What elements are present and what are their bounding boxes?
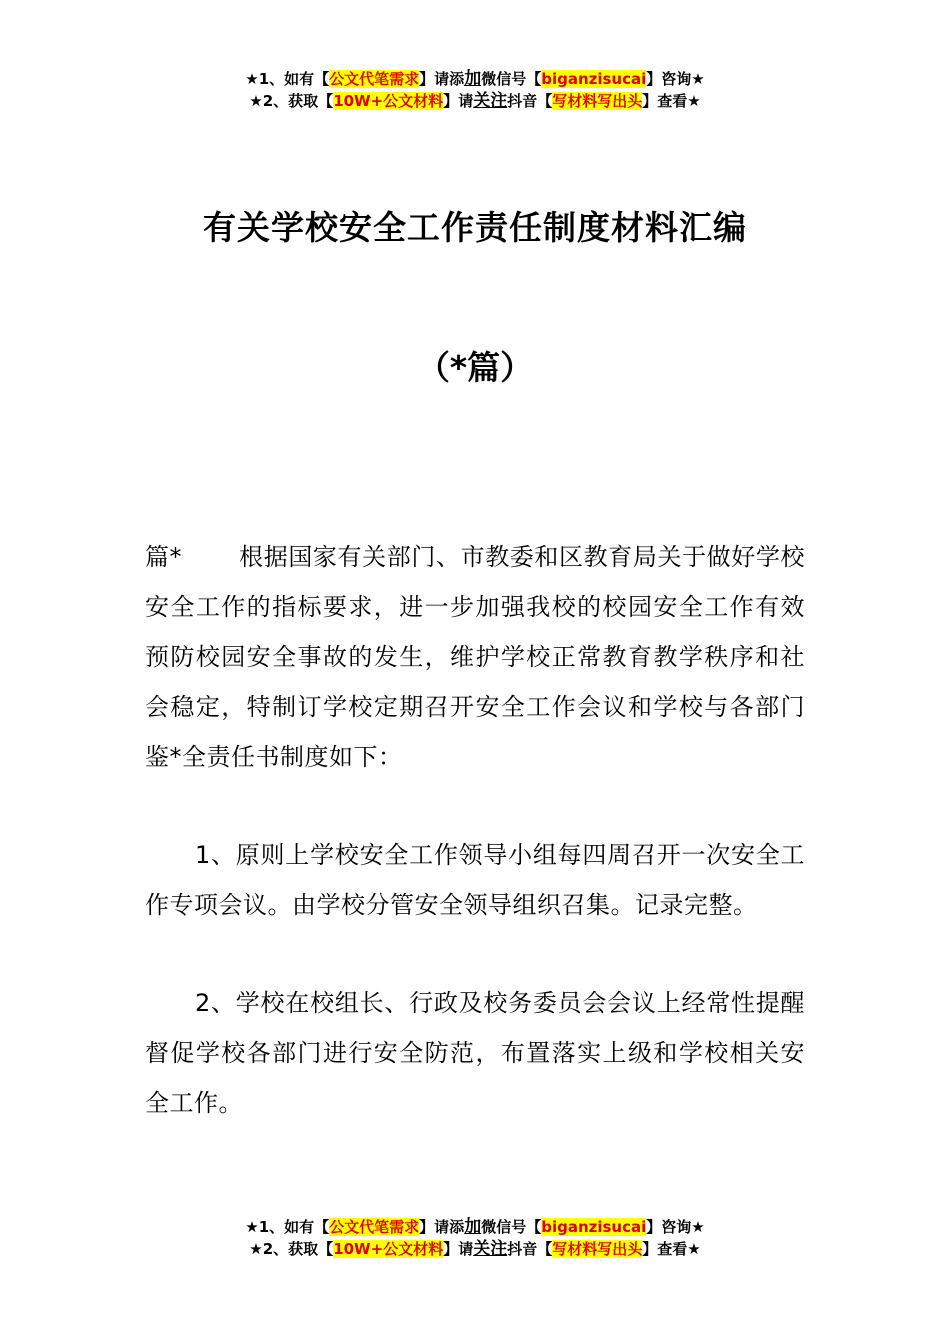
- banner-text: ★2、获取【: [249, 92, 334, 110]
- banner-emphasis: 关注: [473, 1239, 508, 1259]
- banner-highlight: 写材料写出头: [552, 1240, 643, 1258]
- paragraph-text: 根据国家有关部门、市教委和区教育局关于做好学校安全工作的指标要求，进一步加强我校的校园安全工作有效预防校园安全事故的发生，维护学校正常教育教学秩序和社会稳定，特制订学校定期召开安全工作会议和学校与各部门鉴*全责任书制度如下：: [145, 543, 805, 771]
- banner-line-1: [0, 68, 950, 90]
- footer-banner: [0, 1216, 950, 1260]
- banner-text: 】咨询★: [646, 70, 705, 88]
- banner-line-2: [0, 90, 950, 112]
- document-title: 有关学校安全工作责任制度材料汇编: [203, 208, 747, 247]
- banner-text: 】请添: [419, 70, 465, 88]
- paragraph-lead: 篇*: [145, 543, 182, 571]
- banner-highlight: 写材料写出头: [552, 92, 643, 110]
- banner-text: 】查看★: [642, 92, 701, 110]
- banner-line-1: [0, 1216, 950, 1238]
- banner-emphasis: 关注: [473, 91, 508, 111]
- banner-highlight: biganzisucai: [541, 1218, 647, 1236]
- banner-text: 】请: [443, 1240, 474, 1258]
- banner-emphasis: 加: [464, 1217, 482, 1237]
- banner-text: 抖音【: [507, 1240, 553, 1258]
- paragraph-intro: [145, 532, 805, 782]
- banner-text: ★1、如有【: [245, 70, 330, 88]
- banner-text: 抖音【: [507, 92, 553, 110]
- banner-highlight: biganzisucai: [541, 70, 647, 88]
- banner-emphasis: 加: [464, 69, 482, 89]
- banner-highlight: 公文代笔需求: [329, 1218, 420, 1236]
- banner-text: ★2、获取【: [249, 1240, 334, 1258]
- banner-highlight: 10W+公文材料: [333, 1240, 444, 1258]
- banner-text: 】查看★: [642, 1240, 701, 1258]
- paragraph: [145, 830, 805, 930]
- banner-text: 微信号【: [481, 1218, 542, 1236]
- banner-text: ★1、如有【: [245, 1218, 330, 1236]
- banner-text: 】咨询★: [646, 1218, 705, 1236]
- paragraph: [145, 978, 805, 1128]
- header-banner: [0, 68, 950, 112]
- banner-line-2: [0, 1238, 950, 1260]
- paragraph: [145, 532, 805, 782]
- paragraph-item-2: [145, 978, 805, 1128]
- paragraph-text: 2、学校在校组长、行政及校务委员会会议上经常性提醒督促学校各部门进行安全防范，布置落实上级和学校相关安全工作。: [145, 989, 805, 1117]
- document-subtitle: （*篇）: [416, 348, 534, 387]
- banner-text: 】请: [443, 92, 474, 110]
- paragraph-item-1: [145, 830, 805, 930]
- banner-highlight: 公文代笔需求: [329, 70, 420, 88]
- banner-text: 】请添: [419, 1218, 465, 1236]
- banner-highlight: 10W+公文材料: [333, 92, 444, 110]
- banner-text: 微信号【: [481, 70, 542, 88]
- paragraph-text: 1、原则上学校安全工作领导小组每四周召开一次安全工作专项会议。由学校分管安全领导组织召集。记录完整。: [145, 841, 805, 919]
